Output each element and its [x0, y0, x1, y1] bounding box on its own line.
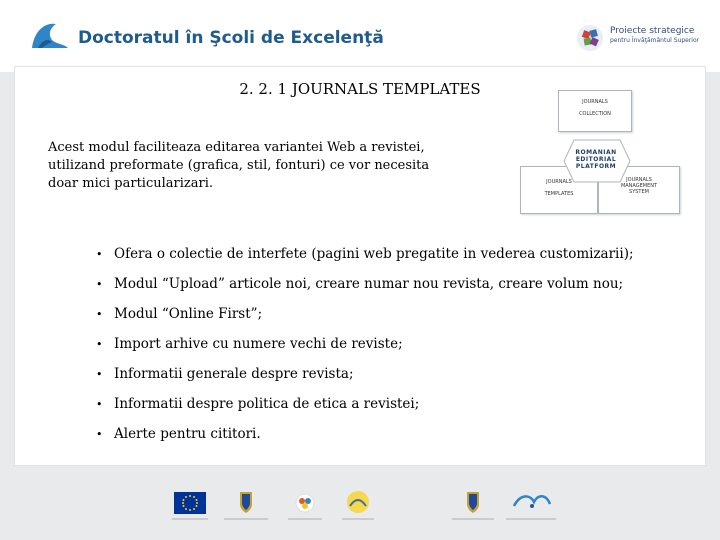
eu-flag-logo-icon — [174, 492, 206, 514]
intro-line: doar mici particularizari. — [48, 176, 214, 191]
university-logo-icon — [512, 490, 552, 512]
hex-line: EDITORIAL — [575, 156, 617, 163]
list-item — [96, 275, 634, 305]
list-item — [96, 365, 634, 395]
romanian-editorial-platform-label — [566, 149, 626, 170]
strategic-projects-line1: Proiecte strategice — [610, 26, 695, 36]
bullet-icon: • — [96, 338, 103, 351]
bullet-icon: • — [96, 398, 103, 411]
list-item — [96, 335, 634, 365]
strategic-projects-text — [610, 26, 699, 46]
bullet-icon: • — [96, 278, 103, 291]
bullet-icon: • — [96, 308, 103, 321]
bullet-icon: • — [96, 368, 103, 381]
list-item-text: Informatii generale despre revista; — [114, 366, 354, 382]
box-label: JOURNALS — [626, 177, 652, 183]
box-label: MANAGEMENT — [620, 183, 658, 189]
list-item-text: Modul “Online First”; — [114, 306, 263, 322]
list-item — [96, 425, 634, 455]
hex-line: PLATFORM — [575, 163, 617, 170]
bullet-icon: • — [96, 248, 103, 261]
list-item-text: Modul “Upload” articole noi, creare numar nou revista, creare volum nou; — [114, 276, 624, 292]
list-item-text: Alerte pentru cititori. — [114, 426, 261, 442]
bullet-icon: • — [96, 428, 103, 441]
footer-logos — [0, 470, 720, 540]
feature-list — [96, 245, 634, 455]
romanian-government-crest-icon — [238, 490, 254, 514]
box-label: SYSTEM — [629, 189, 649, 195]
drop-logo-icon — [28, 18, 70, 54]
box-label: JOURNALS — [546, 179, 572, 185]
intro-paragraph — [48, 139, 448, 193]
intro-line: utilizand preformate (grafica, stil, fonturi) ce vor necesita — [48, 158, 430, 173]
hex-line: ROMANIAN — [575, 149, 617, 156]
box-label: COLLECTION — [579, 111, 611, 117]
page-header — [0, 0, 720, 72]
list-item-text: Informatii despre politica de etica a revistei; — [114, 396, 420, 412]
strategic-projects-logo-icon — [574, 22, 606, 54]
list-item-text: Import arhive cu numere vechi de reviste; — [114, 336, 403, 352]
slide-title: 2. 2. 1 JOURNALS TEMPLATES — [239, 80, 481, 98]
intro-line: Acest modul faciliteaza editarea variantei Web a revistei, — [48, 140, 425, 155]
strategic-projects-line2: pentru Învăţământul Superior — [610, 37, 700, 44]
sectoral-programme-logo-icon — [344, 488, 372, 516]
journals-collection-box — [558, 90, 632, 132]
social-fund-logo-icon — [292, 492, 318, 516]
list-item-text: Ofera o colectie de interfete (pagini web pregatite in vederea customizarii); — [114, 246, 634, 262]
header-title: Doctoratul în Şcoli de Excelenţă — [78, 28, 384, 48]
list-item — [96, 395, 634, 425]
list-item — [96, 245, 634, 275]
box-label: TEMPLATES — [544, 191, 574, 197]
box-label: JOURNALS — [582, 99, 608, 105]
ministry-crest-icon — [465, 490, 481, 514]
list-item — [96, 305, 634, 335]
platform-diagram — [516, 82, 694, 218]
